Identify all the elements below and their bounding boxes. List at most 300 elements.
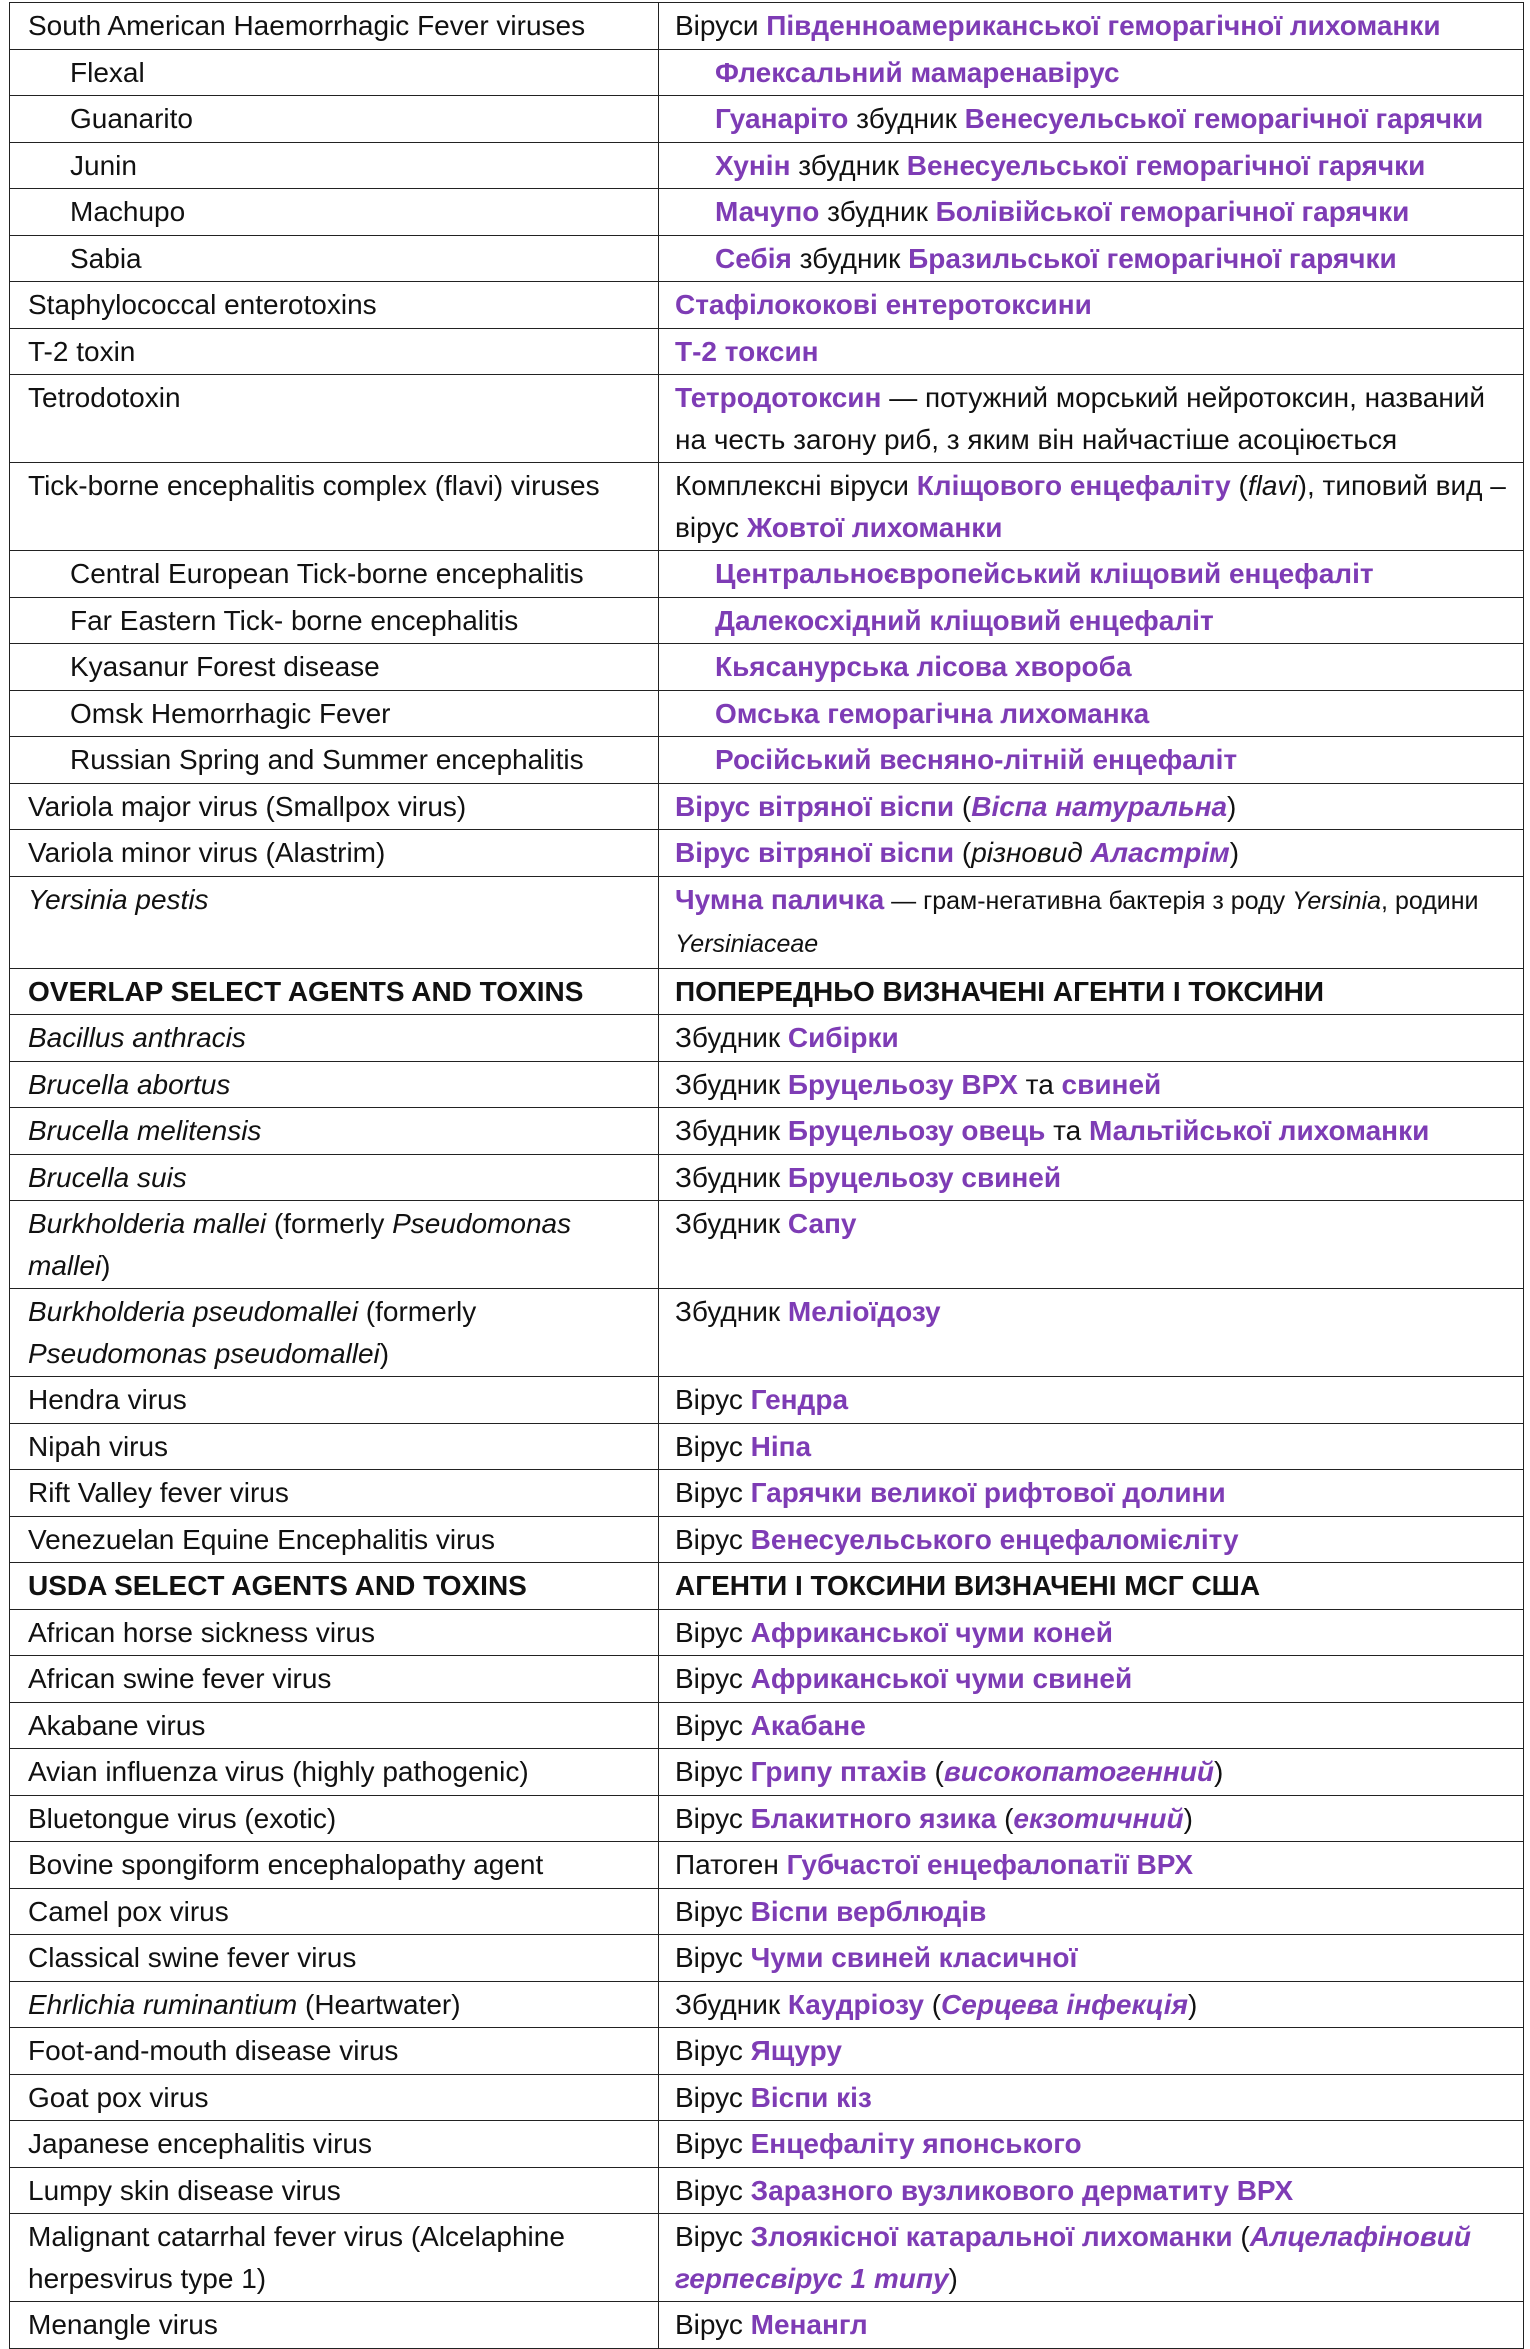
cell-text: Вірус [675, 2035, 751, 2066]
table-row [10, 2028, 1524, 2075]
table-row [10, 282, 1524, 329]
cell-text: ( [1230, 470, 1248, 501]
cell-text: збудник [819, 196, 936, 227]
cell-text: Збудник [675, 1115, 788, 1146]
table-row [10, 737, 1524, 784]
english-term-cell [10, 1201, 659, 1289]
cell-text: ), типовий вид – вірус [675, 470, 1506, 543]
ukrainian-translation-cell [659, 142, 1524, 189]
cell-text: Brucella abortus [28, 1068, 231, 1100]
ukrainian-translation-cell [659, 282, 1524, 329]
highlighted-term: високопатогенний [943, 1756, 1215, 1787]
highlighted-term: Сапу [787, 1208, 857, 1239]
cell-text: Збудник [675, 1161, 788, 1193]
ukrainian-translation-cell [659, 1423, 1524, 1470]
cell-text: Rift Valley fever virus [28, 1477, 289, 1508]
highlighted-term: Кліщового енцефаліту [916, 470, 1231, 501]
english-term-cell [10, 2028, 659, 2075]
highlighted-term: Флексальний мамаренавірус [715, 56, 1120, 88]
ukrainian-translation-cell [659, 1470, 1524, 1517]
highlighted-term: Омська геморагічна лихоманка [715, 697, 1150, 729]
ukrainian-translation-cell [659, 1108, 1524, 1155]
cell-text: АГЕНТИ І ТОКСИНИ ВИЗНАЧЕНІ МСГ США [675, 1570, 1261, 1601]
table-row [10, 1154, 1524, 1201]
cell-text: Віруси [675, 10, 767, 41]
cell-text: Tetrodotoxin [28, 382, 181, 413]
cell-text: South American Haemorrhagic Fever viruses [28, 10, 586, 41]
english-term-cell [10, 597, 659, 644]
cell-text: Menangle virus [28, 2309, 218, 2340]
cell-text: Camel pox virus [28, 1895, 229, 1927]
table-row [10, 1749, 1524, 1796]
cell-text: Вірус [675, 2128, 751, 2159]
highlighted-term: Мачупо [715, 196, 820, 227]
cell-text: Flexal [70, 56, 145, 88]
highlighted-term: Венесуельського енцефаломієліту [750, 1523, 1239, 1555]
highlighted-term: Каудріозу [787, 1988, 924, 2020]
table-row [10, 2121, 1524, 2168]
cell-text: Вірус [675, 1663, 751, 1694]
highlighted-term: Гендра [750, 1384, 849, 1415]
cell-text: Bovine spongiform encephalopathy agent [28, 1849, 544, 1880]
table-row [10, 876, 1524, 968]
english-term-cell [10, 1377, 659, 1424]
ukrainian-translation-cell [659, 2302, 1524, 2349]
highlighted-term: Африканської чуми свиней [750, 1663, 1133, 1694]
cell-text: Lumpy skin disease virus [28, 2174, 341, 2206]
highlighted-term: Блакитного язика [750, 1802, 997, 1834]
highlighted-term: Серцева інфекція [941, 1988, 1189, 2020]
cell-text: Junin [70, 149, 137, 181]
cell-text: Yersiniaceae [675, 930, 819, 958]
cell-text: (formerly [266, 1208, 393, 1239]
table-row [10, 235, 1524, 282]
cell-text: Hendra virus [28, 1384, 187, 1415]
cell-text: Bacillus anthracis [28, 1022, 246, 1053]
table-row [10, 1981, 1524, 2028]
ukrainian-translation-cell [659, 1981, 1524, 2028]
cell-text: ) [1229, 837, 1240, 868]
english-term-cell [10, 189, 659, 236]
english-term-cell [10, 1656, 659, 1703]
ukrainian-translation-cell [659, 1015, 1524, 1062]
highlighted-term: Заразного вузликового дерматиту ВРХ [750, 2174, 1294, 2206]
english-term-cell [10, 968, 659, 1015]
table-row [10, 1842, 1524, 1889]
cell-text: Burkholderia pseudomallei [28, 1296, 358, 1327]
ukrainian-translation-cell [659, 1563, 1524, 1610]
english-term-cell [10, 783, 659, 830]
english-term-cell [10, 1842, 659, 1889]
table-row [10, 830, 1524, 877]
english-term-cell [10, 1609, 659, 1656]
english-term-cell [10, 1015, 659, 1062]
cell-text: Central European Tick-borne encephalitis [70, 558, 584, 589]
english-term-cell [10, 1795, 659, 1842]
english-term-cell [10, 1935, 659, 1982]
highlighted-term: Гуанаріто [715, 103, 849, 134]
cell-text: Japanese encephalitis virus [28, 2128, 372, 2159]
english-term-cell [10, 830, 659, 877]
table-body [10, 3, 1524, 2349]
table-row [10, 1015, 1524, 1062]
highlighted-term: Віспи кіз [750, 2081, 872, 2113]
ukrainian-translation-cell [659, 737, 1524, 784]
cell-text: Вірус [675, 1477, 751, 1508]
cell-text: Вірус [675, 2221, 751, 2252]
english-term-cell [10, 551, 659, 598]
highlighted-term: Енцефаліту японського [750, 2128, 1082, 2159]
cell-text: flavi [1247, 470, 1298, 501]
highlighted-term: Вірус вітряної віспи [675, 790, 955, 822]
cell-text: ( [1232, 2221, 1250, 2252]
highlighted-term: Венесуельської геморагічної гарячки [906, 149, 1426, 181]
agents-translation-table [9, 2, 1524, 2349]
cell-text: ПОПЕРЕДНЬО ВИЗНАЧЕНІ АГЕНТИ І ТОКСИНИ [675, 975, 1325, 1007]
cell-text: ( [954, 790, 972, 822]
ukrainian-translation-cell [659, 690, 1524, 737]
ukrainian-translation-cell [659, 876, 1524, 968]
cell-text: ( [923, 1988, 942, 2020]
table-row [10, 142, 1524, 189]
highlighted-term: Мальтійської лихоманки [1088, 1115, 1430, 1146]
highlighted-term: Меліоїдозу [787, 1296, 941, 1327]
cell-text: Venezuelan Equine Encephalitis virus [28, 1523, 495, 1555]
cell-text: Variola minor virus (Alastrim) [28, 837, 386, 868]
cell-text: Pseudomonas pseudomallei [28, 1337, 380, 1369]
ukrainian-translation-cell [659, 551, 1524, 598]
english-term-cell [10, 1702, 659, 1749]
highlighted-term: Сибірки [787, 1022, 899, 1053]
english-term-cell [10, 463, 659, 551]
highlighted-term: Стафілококові ентеротоксини [675, 289, 1092, 320]
highlighted-term: Бруцельозу свиней [787, 1161, 1062, 1193]
ukrainian-translation-cell [659, 375, 1524, 463]
ukrainian-translation-cell [659, 1842, 1524, 1889]
cell-text: Вірус [675, 1895, 751, 1927]
cell-text: збудник [848, 103, 965, 134]
ukrainian-translation-cell [659, 2028, 1524, 2075]
english-term-cell [10, 142, 659, 189]
highlighted-term: Далекосхідний кліщовий енцефаліт [715, 604, 1214, 636]
table-row [10, 1656, 1524, 1703]
table-row [10, 2167, 1524, 2214]
ukrainian-translation-cell [659, 189, 1524, 236]
cell-text: Вірус [675, 1802, 751, 1834]
table-row [10, 1888, 1524, 1935]
cell-text: Far Eastern Tick- borne encephalitis [70, 604, 519, 636]
table-row [10, 551, 1524, 598]
ukrainian-translation-cell [659, 235, 1524, 282]
english-term-cell [10, 1108, 659, 1155]
highlighted-term: Алцелафіновий герпесвірус 1 типу [675, 2221, 1471, 2294]
highlighted-term: Чуми свиней класичної [750, 1942, 1078, 1973]
highlighted-term: Центральноєвропейський кліщовий енцефаліт [715, 558, 1374, 589]
ukrainian-translation-cell [659, 1609, 1524, 1656]
cell-text: Вірус [675, 2174, 751, 2206]
cell-text: Вірус [675, 2081, 751, 2113]
english-term-cell [10, 690, 659, 737]
cell-text: різновид [971, 837, 1091, 868]
cell-text: — грам-негативна бактерія з роду [884, 886, 1293, 915]
ukrainian-translation-cell [659, 1888, 1524, 1935]
table-row [10, 1470, 1524, 1517]
english-term-cell [10, 1563, 659, 1610]
highlighted-term: Вірус вітряної віспи [675, 837, 955, 868]
table-row [10, 2214, 1524, 2302]
highlighted-term: Себія [715, 242, 792, 274]
english-term-cell [10, 3, 659, 50]
highlighted-term: Губчастої енцефалопатії ВРХ [786, 1849, 1194, 1880]
cell-text: Guanarito [70, 103, 193, 134]
cell-text: Вірус [675, 2309, 751, 2340]
ukrainian-translation-cell [659, 49, 1524, 96]
cell-text: Foot-and-mouth disease virus [28, 2035, 399, 2066]
highlighted-term: Бруцельозу ВРХ [787, 1068, 1018, 1100]
cell-text: Вірус [675, 1384, 751, 1415]
english-term-cell [10, 1154, 659, 1201]
table-row [10, 1516, 1524, 1563]
ukrainian-translation-cell [659, 830, 1524, 877]
cell-text: T-2 toxin [28, 335, 136, 367]
cell-text: та [1017, 1068, 1062, 1100]
ukrainian-translation-cell [659, 1289, 1524, 1377]
english-term-cell [10, 2214, 659, 2302]
english-term-cell [10, 2074, 659, 2121]
cell-text: Variola major virus (Smallpox virus) [28, 790, 467, 822]
section-header-row [10, 968, 1524, 1015]
cell-text: , родини [1381, 886, 1479, 915]
highlighted-term: Болівійської геморагічної гарячки [935, 196, 1410, 227]
highlighted-term: Т-2 токсин [675, 335, 819, 367]
highlighted-term: Південноамериканської геморагічної лихоманки [766, 10, 1441, 41]
cell-text: Комплексні віруси [675, 470, 917, 501]
cell-text: Yersinia pestis [28, 883, 209, 915]
english-term-cell [10, 328, 659, 375]
table-row [10, 690, 1524, 737]
ukrainian-translation-cell [659, 1935, 1524, 1982]
cell-text: Збудник [675, 1068, 788, 1100]
ukrainian-translation-cell [659, 2074, 1524, 2121]
table-row [10, 463, 1524, 551]
ukrainian-translation-cell [659, 2214, 1524, 2302]
table-row [10, 375, 1524, 463]
english-term-cell [10, 876, 659, 968]
ukrainian-translation-cell [659, 644, 1524, 691]
highlighted-term: Злоякісної катаральної лихоманки [750, 2221, 1233, 2252]
table-row [10, 328, 1524, 375]
highlighted-term: Бразильської геморагічної гарячки [908, 242, 1397, 274]
cell-text: ( [996, 1802, 1014, 1834]
table-row [10, 1702, 1524, 1749]
highlighted-term: Африканської чуми коней [750, 1616, 1113, 1648]
ukrainian-translation-cell [659, 1061, 1524, 1108]
cell-text: ) [1188, 1988, 1198, 2020]
highlighted-term: Віспа натуральна [971, 790, 1228, 822]
ukrainian-translation-cell [659, 1702, 1524, 1749]
cell-text: ) [1214, 1756, 1224, 1787]
english-term-cell [10, 1749, 659, 1796]
highlighted-term: Грипу птахів [750, 1756, 927, 1787]
cell-text: ( [954, 837, 972, 868]
table-row [10, 1609, 1524, 1656]
english-term-cell [10, 1289, 659, 1377]
english-term-cell [10, 2302, 659, 2349]
cell-text: Sabia [70, 242, 142, 274]
table-row [10, 1289, 1524, 1377]
highlighted-term: екзотичний [1013, 1802, 1184, 1834]
table-row [10, 1061, 1524, 1108]
cell-text: Nipah virus [28, 1430, 169, 1462]
cell-text: ) [101, 1249, 111, 1281]
highlighted-term: Жовтої лихоманки [746, 511, 1003, 543]
ukrainian-translation-cell [659, 1795, 1524, 1842]
ukrainian-translation-cell [659, 463, 1524, 551]
ukrainian-translation-cell [659, 1154, 1524, 1201]
cell-text: Goat pox virus [28, 2081, 209, 2113]
highlighted-term: свиней [1061, 1068, 1162, 1100]
cell-text: Збудник [675, 1296, 788, 1327]
table-row [10, 49, 1524, 96]
cell-text: (Heartwater) [297, 1988, 461, 2020]
highlighted-term: Російський весняно-літній енцефаліт [715, 744, 1238, 775]
cell-text: Staphylococcal enterotoxins [28, 289, 377, 320]
cell-text: Вірус [675, 1616, 751, 1648]
cell-text: ) [379, 1337, 390, 1369]
ukrainian-translation-cell [659, 1656, 1524, 1703]
table-row [10, 189, 1524, 236]
cell-text: Вірус [675, 1523, 751, 1555]
cell-text: OVERLAP SELECT AGENTS AND TOXINS [28, 975, 584, 1007]
highlighted-term: Чумна паличка [675, 883, 885, 915]
ukrainian-translation-cell [659, 2167, 1524, 2214]
cell-text: Збудник [675, 1022, 788, 1053]
cell-text: Russian Spring and Summer encephalitis [70, 744, 584, 775]
english-term-cell [10, 737, 659, 784]
table-row [10, 2074, 1524, 2121]
ukrainian-translation-cell [659, 1749, 1524, 1796]
cell-text: та [1045, 1115, 1089, 1146]
table-row [10, 783, 1524, 830]
ukrainian-translation-cell [659, 1377, 1524, 1424]
cell-text: Ehrlichia ruminantium [28, 1988, 298, 2020]
cell-text: Yersinia [1292, 886, 1382, 915]
highlighted-term: Тетродотоксин [675, 382, 882, 413]
highlighted-term: Венесуельської геморагічної гарячки [964, 103, 1484, 134]
english-term-cell [10, 2121, 659, 2168]
highlighted-term: Ніпа [750, 1430, 812, 1462]
cell-text: ) [948, 2262, 958, 2294]
english-term-cell [10, 1981, 659, 2028]
cell-text: збудник [790, 149, 907, 181]
cell-text: USDA SELECT AGENTS AND TOXINS [28, 1570, 527, 1601]
cell-text: Akabane virus [28, 1709, 206, 1741]
english-term-cell [10, 644, 659, 691]
table-row [10, 3, 1524, 50]
english-term-cell [10, 49, 659, 96]
ukrainian-translation-cell [659, 968, 1524, 1015]
cell-text: Kyasanur Forest disease [70, 651, 380, 682]
cell-text: Tick-borne encephalitis complex (flavi) viruses [28, 470, 600, 501]
english-term-cell [10, 1061, 659, 1108]
ukrainian-translation-cell [659, 2121, 1524, 2168]
table-row [10, 1423, 1524, 1470]
cell-text: Avian influenza virus (highly pathogenic) [28, 1756, 529, 1787]
ukrainian-translation-cell [659, 96, 1524, 143]
cell-text: Вірус [675, 1942, 751, 1973]
cell-text: ( [926, 1756, 944, 1787]
ukrainian-translation-cell [659, 1516, 1524, 1563]
table-row [10, 1935, 1524, 1982]
cell-text: Malignant catarrhal fever virus (Alcelaphine herpesvirus type 1) [28, 2221, 565, 2294]
highlighted-term: Хунін [715, 149, 791, 181]
table-row [10, 597, 1524, 644]
english-term-cell [10, 282, 659, 329]
ukrainian-translation-cell [659, 1201, 1524, 1289]
table-row [10, 644, 1524, 691]
cell-text: Classical swine fever virus [28, 1942, 357, 1973]
english-term-cell [10, 1888, 659, 1935]
cell-text: African swine fever virus [28, 1663, 332, 1694]
cell-text: Вірус [675, 1430, 751, 1462]
table-row [10, 1377, 1524, 1424]
ukrainian-translation-cell [659, 783, 1524, 830]
highlighted-term: Менангл [750, 2309, 868, 2340]
english-term-cell [10, 1470, 659, 1517]
cell-text: Brucella melitensis [28, 1115, 262, 1146]
cell-text: Збудник [675, 1988, 788, 2020]
ukrainian-translation-cell [659, 597, 1524, 644]
english-term-cell [10, 375, 659, 463]
cell-text: (formerly [357, 1296, 477, 1327]
table-row [10, 96, 1524, 143]
english-term-cell [10, 96, 659, 143]
cell-text: Bluetongue virus (exotic) [28, 1802, 337, 1834]
cell-text: Brucella suis [28, 1161, 187, 1193]
cell-text: African horse sickness virus [28, 1616, 376, 1648]
highlighted-term: Акабане [750, 1709, 866, 1741]
highlighted-term: Бруцельозу овець [787, 1115, 1046, 1146]
cell-text: Збудник [675, 1208, 788, 1239]
cell-text: Вірус [675, 1756, 751, 1787]
table-row [10, 1795, 1524, 1842]
table-row [10, 1201, 1524, 1289]
cell-text: Omsk Hemorrhagic Fever [70, 697, 391, 729]
table-row [10, 2302, 1524, 2349]
table-row [10, 1108, 1524, 1155]
ukrainian-translation-cell [659, 3, 1524, 50]
cell-text: Патоген [675, 1849, 787, 1880]
cell-text: Burkholderia mallei [28, 1208, 267, 1239]
english-term-cell [10, 2167, 659, 2214]
highlighted-term: Віспи верблюдів [750, 1895, 987, 1927]
highlighted-term: Ящуру [750, 2035, 842, 2066]
highlighted-term: Гарячки великої рифтової долини [750, 1477, 1226, 1508]
cell-text: Pseudomonas mallei [28, 1208, 572, 1281]
english-term-cell [10, 1516, 659, 1563]
cell-text: Machupo [70, 196, 186, 227]
cell-text: збудник [791, 242, 909, 274]
cell-text: Вірус [675, 1709, 751, 1741]
section-header-row [10, 1563, 1524, 1610]
cell-text: ) [1227, 790, 1237, 822]
cell-text: ) [1183, 1802, 1193, 1834]
ukrainian-translation-cell [659, 328, 1524, 375]
highlighted-term: Аластрім [1090, 837, 1230, 868]
highlighted-term: Кьясанурська лісова хвороба [715, 651, 1132, 682]
english-term-cell [10, 1423, 659, 1470]
cell-text: — потужний морський нейротоксин, названий на честь загону риб, з яким він найчастіше асоціюється [675, 382, 1486, 455]
